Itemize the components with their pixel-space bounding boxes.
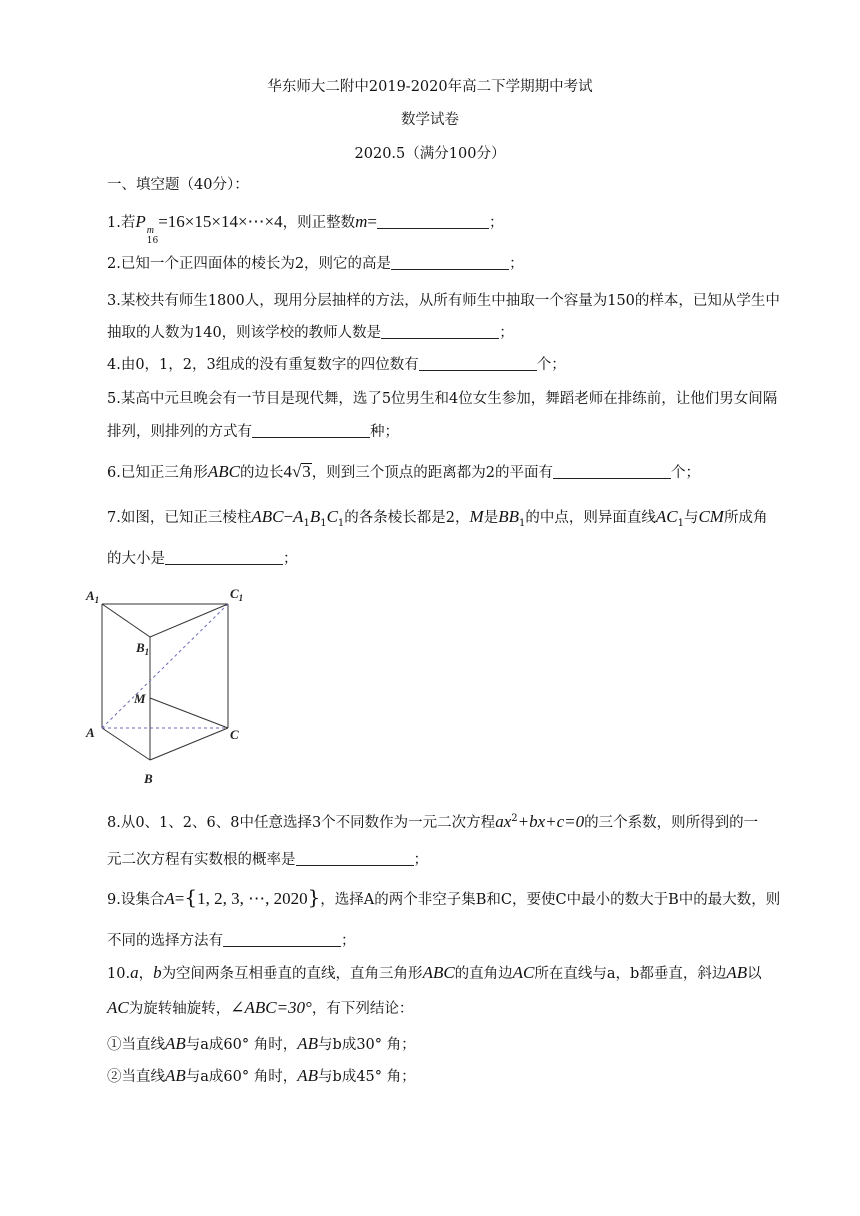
conclusion-2: ②当直线AB与a成60° 角时，AB与b成45° 角； [107,1066,416,1085]
conclusion-1: ①当直线AB与a成60° 角时，AB与b成30° 角； [107,1034,416,1053]
question-7-line-1: 7.如图，已知正三棱柱$ABC-A_1B_1C_1$的各条棱长都是2，M是$BB_1$的中点，则异面直线$AC_1$与CM所成角 [107,507,768,529]
question-1: 1.若P m 16 =16×15×14×⋯×4，则正整数m= ； [107,212,504,246]
label-b1: $B_1$ [136,640,150,657]
question-3-line-2: 抽取的人数为140，则该学校的教师人数是 ； [107,325,514,341]
answer-blank [165,550,283,565]
answer-blank [553,464,671,479]
label-c: C [230,727,239,742]
answer-blank [377,214,489,229]
question-2: 2.已知一个正四面体的棱长为2，则它的高是 ； [107,256,524,272]
edge-b-c [150,728,228,760]
question-8-line-2: 元二次方程有实数根的概率是 ； [107,852,428,868]
question-6: 6.已知正三角形ABC的边长4√3，则到三个顶点的距离都为2的平面有 个； [107,462,701,481]
edge-a1-b1 [102,604,150,637]
answer-blank [252,423,370,438]
answer-blank [391,255,509,270]
label-a: A [86,725,95,740]
label-c1: $C_1$ [230,586,244,603]
exam-subtitle: 数学试卷 [401,112,459,128]
exam-title: 华东师大二附中2019-2020年高二下学期期中考试 [267,79,593,95]
edge-a-b [102,728,150,760]
answer-blank [296,851,414,866]
question-9-line-1: 9.设集合A={1, 2, 3, ⋯, 2020}，选择A的两个非空子集B和C，要使C中最小的数大于B中的最大数，则 [107,885,781,909]
question-4: 4.由0，1，2，3组成的没有重复数字的四位数有 个； [107,357,566,373]
question-5-line-1: 5.某高中元旦晚会有一节目是现代舞，选了5位男生和4位女生参加，舞蹈老师在排练前，让他们男女间隔 [107,391,778,407]
question-9-line-2: 不同的选择方法有 ； [107,933,356,949]
question-10-line-1: 10.a，b为空间两条互相垂直的直线，直角三角形ABC的直角边AC所在直线与a，b都垂直，斜边AB以 [107,963,762,982]
question-8-line-1: 8.从0、1、2、6、8中任意选择3个不同数作为一元二次方程$ax^2+bx+c=0$的三个系数，则所得到的一 [107,812,759,831]
answer-blank [223,932,341,947]
answer-blank [381,324,499,339]
label-b: B [144,771,153,786]
section-heading: 一、填空题（40分）： [107,177,249,193]
question-10-line-2: AC为旋转轴旋转，∠ABC=30°，有下列结论： [107,998,414,1017]
label-a1: $A_1$ [86,588,100,605]
question-7-line-2: 的大小是 ； [107,551,298,567]
question-5-line-2: 排列，则排列的方式有 种； [107,424,399,440]
segment-c-m [150,698,228,728]
label-m: M [134,691,146,706]
dashed-a-c1 [102,604,228,728]
question-3-line-1: 3.某校共有师生1800人，现用分层抽样的方法，从所有师生中抽取一个容量为150的样本，已知从学生中 [107,293,780,309]
prism-figure [80,580,260,795]
edge-b1-c1 [150,604,228,637]
answer-blank [419,356,537,371]
exam-date: 2020.5（满分100分） [354,146,506,162]
